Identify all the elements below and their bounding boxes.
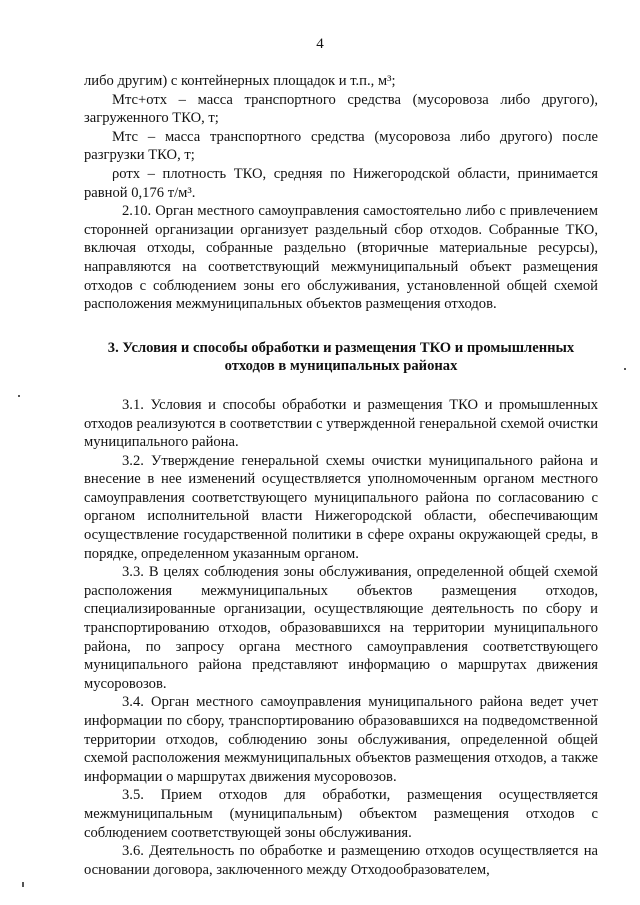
- definition-density: ρотх – плотность ТКО, средняя по Нижегородской области, принимается равной 0,176 т/м³.: [84, 165, 598, 201]
- definition-mass-loaded: Мтс+отх – масса транспортного средства (мусоровоза либо другого), загруженного ТКО, т;: [84, 91, 598, 127]
- paragraph-3-2: 3.2. Утверждение генеральной схемы очистки муниципального района и внесение в нее изменений осуществляется уполномоченным органом местного самоуправления соответствующего муниципального района по согласованию с органом исполнительной власти Нижегородской области, обеспечивающим осуществление государственной политики в сфере охраны окружающей среды, в порядке, определенном указанным органом.: [84, 452, 598, 562]
- document-body: [84, 72, 598, 879]
- section-3-heading: 3. Условия и способы обработки и размещения ТКО и промышленных отходов в муниципальных районах: [107, 339, 575, 375]
- paragraph-3-4: 3.4. Орган местного самоуправления муниципального района ведет учет информации по сбору, транспортированию образовавшихся на подведомственной территории отходов, соблюдению зоны обслуживания, определенной общей схемой расположения межмуниципальных объектов размещения отходов, а также информации о маршрутах движения мусоровозов.: [84, 694, 598, 785]
- paragraph-3-6: 3.6. Деятельность по обработке и размещению отходов осуществляется на основании договора, заключенного между Отходообразователем,: [84, 843, 598, 878]
- scan-mark-left: [18, 395, 20, 397]
- paragraph-3-1: 3.1. Условия и способы обработки и размещения ТКО и промышленных отходов реализуются в соответствии с утвержденной генеральной схемой очистки муниципального района.: [84, 396, 598, 451]
- continuation-line: либо другим) с контейнерных площадок и т.п., м³;: [84, 73, 396, 89]
- scan-mark-right: [624, 368, 626, 370]
- scan-mark-bottom: [22, 882, 24, 887]
- paragraph-2-10: 2.10. Орган местного самоуправления самостоятельно либо с привлечением сторонней организации организует раздельный сбор отходов. Собранные ТКО, включая отходы, собранные раздельно (вторичные материальные ресурсы), направляются на соответствующий межмуниципальный объект размещения отходов с соблюдением зоны его обслуживания, установленной общей схемой расположения межмуниципальных объектов размещения отходов.: [84, 203, 598, 313]
- paragraph-3-5: 3.5. Прием отходов для обработки, размещения осуществляется межмуниципальным (муниципальным) объектом размещения отходов с соблюдением соответствующей зоны обслуживания.: [84, 787, 598, 841]
- paragraph-3-3: 3.3. В целях соблюдения зоны обслуживания, определенной общей схемой расположения межмуниципальных объектов размещения отходов, специализированные организации, осуществляющие деятельность по сбору и транспортированию отходов, образовавшихся на территории муниципального района, по запросу органа местного самоуправления соответствующего муниципального района представляют информацию о маршрутах движения мусоровозов.: [84, 564, 598, 692]
- definition-mass-empty: Мтс – масса транспортного средства (мусоровоза либо другого) после разгрузки ТКО, т;: [84, 128, 598, 164]
- page-number: 4: [316, 36, 324, 52]
